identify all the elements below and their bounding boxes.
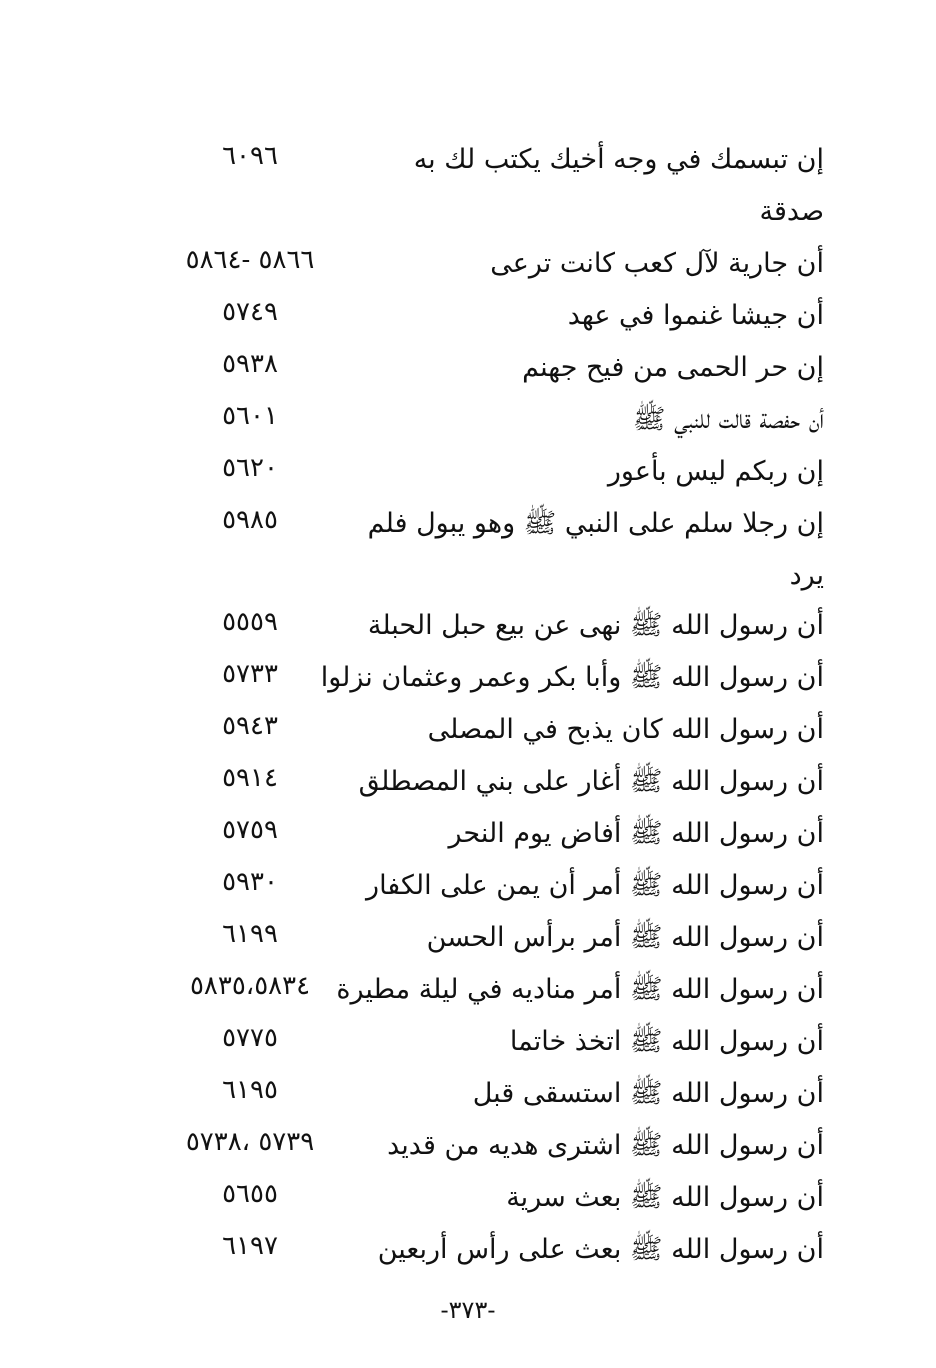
- entry-number: ٥٩٤٣: [222, 711, 278, 741]
- entry-text: أن رسول الله ﷺ نهى عن بيع حبل الحبلة: [367, 610, 824, 641]
- index-entry: [0, 860, 936, 912]
- entry-text: أن رسول الله كان يذبح في المصلى: [427, 714, 824, 745]
- entry-text: أن جيشا غنموا في عهد: [567, 300, 824, 331]
- entry-number: ٦٠٩٦: [222, 141, 278, 171]
- entry-number: ٥٧٤٩: [222, 297, 278, 327]
- index-entry: [0, 1120, 936, 1172]
- entry-continuation: يرد: [789, 560, 824, 591]
- index-entry: [0, 600, 936, 652]
- index-entry: [0, 1224, 936, 1276]
- index-entry: [0, 756, 936, 808]
- index-entry: [0, 704, 936, 756]
- entry-number: ٦١٩٧: [222, 1231, 278, 1261]
- index-entry: [0, 652, 936, 704]
- entry-number: ٥٩٨٥: [222, 505, 278, 535]
- entry-text: أن رسول الله ﷺ أمر برأس الحسن: [426, 922, 824, 953]
- entry-text: أن رسول الله ﷺ أغار على بني المصطلق: [358, 766, 824, 797]
- index-entry: [0, 498, 936, 550]
- entry-number: ٦١٩٥: [222, 1075, 278, 1105]
- entry-number: ٥٧٣٣: [222, 659, 278, 689]
- entry-text: إن رجلا سلم على النبي ﷺ وهو يبول فلم: [367, 508, 824, 539]
- entry-number: ٥٩٣٨: [222, 349, 278, 379]
- entry-text: إن ربكم ليس بأعور: [607, 456, 824, 487]
- entry-number: ٥٦٢٠: [222, 453, 278, 483]
- entry-text: أن حفصة قالت للنبي ﷺ: [632, 404, 824, 435]
- entry-text: أن رسول الله ﷺ أمر مناديه في ليلة مطيرة: [336, 974, 824, 1005]
- entry-number: ٥٩١٤: [222, 763, 278, 793]
- entry-number: ٥٦٠١: [222, 401, 278, 431]
- page-number: -٣٧٣-: [440, 1296, 496, 1324]
- index-entry: [0, 1016, 936, 1068]
- entry-text: أن رسول الله ﷺ اتخذ خاتما: [509, 1026, 824, 1057]
- index-entry: [0, 1172, 936, 1224]
- entry-text: أن رسول الله ﷺ وأبا بكر وعمر وعثمان نزلوا: [320, 662, 824, 693]
- index-entry: [0, 912, 936, 964]
- entry-text: أن رسول الله ﷺ بعث سرية: [506, 1182, 824, 1213]
- entry-text: أن رسول الله ﷺ بعث على رأس أربعين: [377, 1234, 824, 1265]
- entry-number: ٥٧٥٩: [222, 815, 278, 845]
- entry-number: ٥٧٣٩ ،٥٧٣٨: [185, 1127, 315, 1157]
- index-entry: [0, 394, 936, 446]
- index-entry: [0, 238, 936, 290]
- index-entry: [0, 446, 936, 498]
- entry-text: أن جارية لآل كعب كانت ترعى: [490, 248, 824, 279]
- entry-text: أن رسول الله ﷺ أفاض يوم النحر: [448, 818, 824, 849]
- entry-text: أن رسول الله ﷺ أمر أن يمن على الكفار: [366, 870, 824, 901]
- entry-number: ٥٩٣٠: [222, 867, 278, 897]
- index-entry: [0, 808, 936, 860]
- entry-text: أن رسول الله ﷺ استسقى قبل: [472, 1078, 824, 1109]
- entry-continuation: صدقة: [759, 196, 824, 227]
- index-entry: [0, 134, 936, 186]
- index-entry: [0, 1068, 936, 1120]
- index-entry: [0, 342, 936, 394]
- entry-number: ٥٧٧٥: [222, 1023, 278, 1053]
- entry-number: ٥٥٥٩: [222, 607, 278, 637]
- entry-number: ٥٨٣٥،٥٨٣٤: [189, 971, 311, 1001]
- entry-text: أن رسول الله ﷺ اشترى هديه من قديد: [387, 1130, 824, 1161]
- entry-text: إن حر الحمى من فيح جهنم: [522, 352, 824, 383]
- entry-number: ٥٨٦٦ -٥٨٦٤: [185, 245, 315, 275]
- entry-number: ٥٦٥٥: [222, 1179, 278, 1209]
- entry-number: ٦١٩٩: [222, 919, 278, 949]
- entry-text: إن تبسمك في وجه أخيك يكتب لك به: [413, 144, 824, 175]
- index-entry: [0, 290, 936, 342]
- index-entry: [0, 964, 936, 1016]
